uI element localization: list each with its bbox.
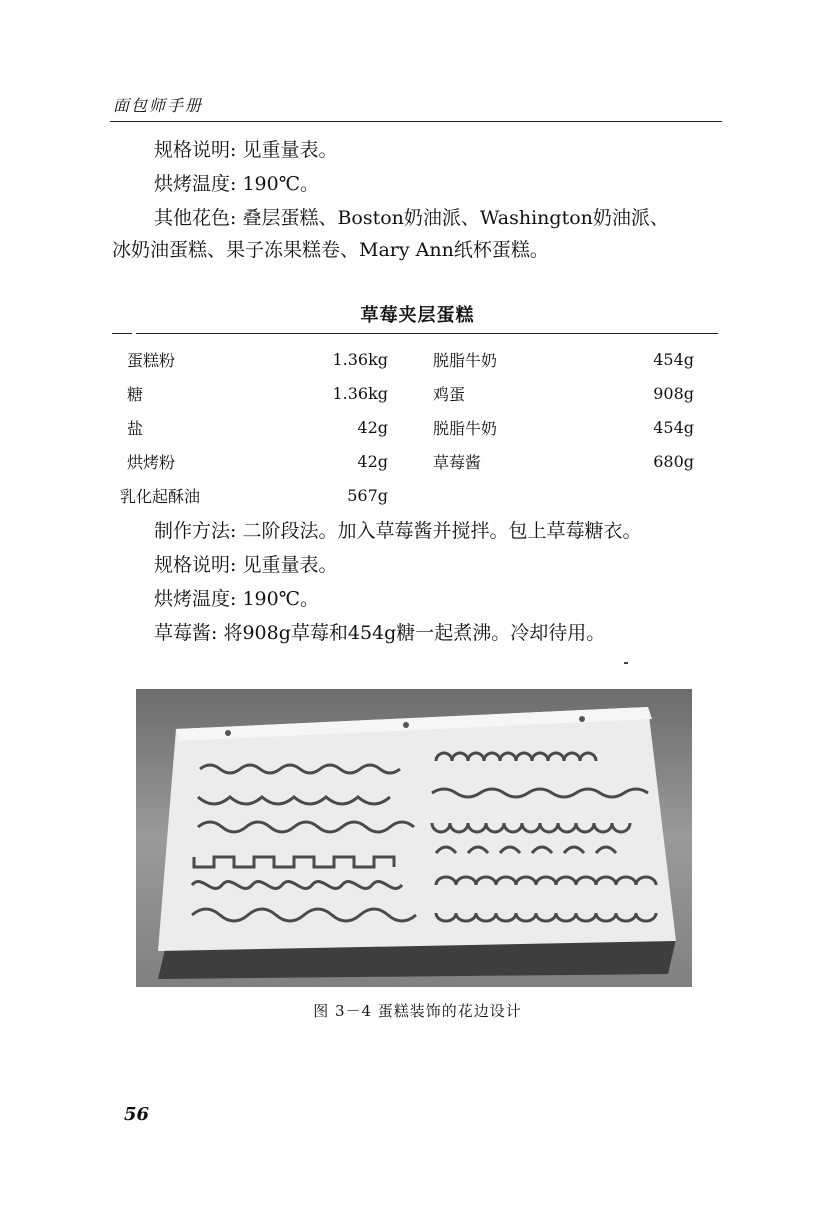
method-line: 制作方法: 二阶段法。加入草莓酱并搅拌。包上草莓糖衣。 [154, 520, 642, 542]
ingredient-qty: 42g [357, 418, 388, 437]
header-rule [110, 121, 722, 122]
ingredient-name: 鸡蛋 [433, 385, 466, 404]
ingredient-qty: 1.36kg [332, 350, 388, 369]
ingredient-name: 烘烤粉 [127, 453, 176, 472]
recipe-title: 草莓夹层蛋糕 [360, 305, 475, 326]
temp-line: 烘烤温度: 190℃。 [154, 173, 319, 195]
ingredient-qty: 454g [653, 350, 694, 369]
ingredient-qty: 454g [653, 418, 694, 437]
ingredient-name: 乳化起酥油 [120, 487, 201, 506]
ingredient-name: 脱脂牛奶 [433, 351, 498, 370]
print-speck [624, 662, 628, 664]
page-number: 56 [124, 1104, 150, 1125]
table-rule [136, 333, 718, 334]
ingredient-name: 盐 [127, 419, 144, 438]
spec-line-2: 规格说明: 见重量表。 [154, 554, 338, 576]
ingredient-qty: 680g [653, 452, 694, 471]
ingredient-name: 蛋糕粉 [127, 351, 176, 370]
border-designs-image [136, 689, 692, 987]
figure-caption: 图 3－4 蛋糕装饰的花边设计 [313, 1002, 522, 1020]
spec-line: 规格说明: 见重量表。 [154, 139, 338, 161]
ingredient-qty: 908g [653, 384, 694, 403]
ingredient-name: 脱脂牛奶 [433, 419, 498, 438]
variations-line-1: 其他花色: 叠层蛋糕、Boston奶油派、Washington奶油派、 [154, 207, 669, 229]
ingredient-name: 糖 [127, 385, 144, 404]
running-head: 面包师手册 [113, 96, 204, 115]
ingredient-name: 草莓酱 [433, 453, 482, 472]
decoration-photo [136, 689, 692, 987]
ingredient-qty: 567g [347, 486, 388, 505]
table-rule-short [112, 333, 132, 334]
jam-line: 草莓酱: 将908g草莓和454g糖一起煮沸。冷却待用。 [154, 622, 606, 644]
variations-line-2: 冰奶油蛋糕、果子冻果糕卷、Mary Ann纸杯蛋糕。 [112, 239, 549, 261]
ingredient-qty: 1.36kg [332, 384, 388, 403]
temp-line-2: 烘烤温度: 190℃。 [154, 588, 319, 610]
ingredient-qty: 42g [357, 452, 388, 471]
